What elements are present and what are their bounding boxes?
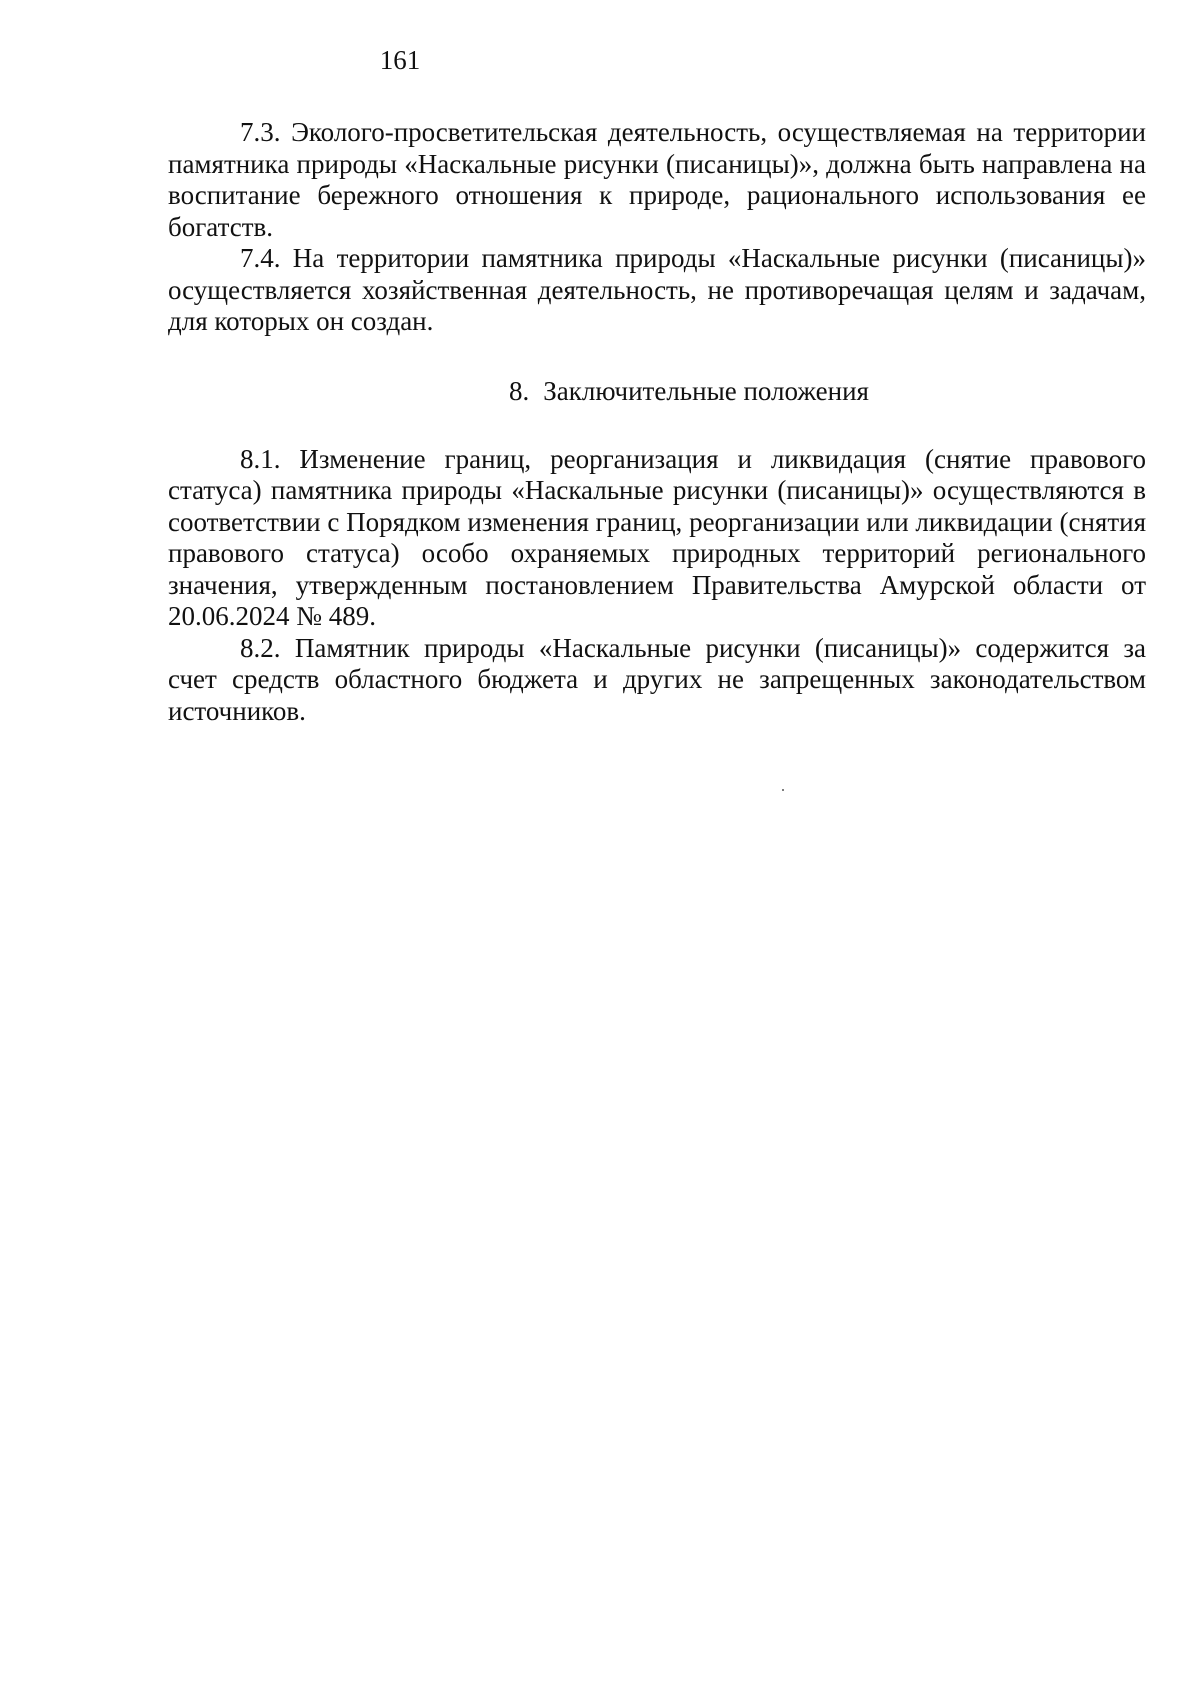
paragraph-8-2: 8.2. Памятник природы «Наскальные рисунки (писаницы)» содержится за счет средств областного бюджета и других не запрещенных законодательством источников. bbox=[168, 632, 1146, 726]
document-body bbox=[168, 117, 1146, 727]
section-8-number: 8. bbox=[509, 375, 530, 406]
page-number: 161 bbox=[379, 45, 421, 75]
paragraph-8-1: 8.1. Изменение границ, реорганизация и ликвидация (снятие правового статуса) памятника природы «Наскальные рисунки (писаницы)» осуществляются в соответствии с Порядком изменения границ, реорганизации или ликвидации (снятия правового статуса) особо охраняемых природных территорий регионального значения, утвержденным постановлением Правительства Амурской области от 20.06.2024 № 489. bbox=[168, 443, 1146, 631]
paragraph-7-4: 7.4. На территории памятника природы «Наскальные рисунки (писаницы)» осуществляется хозяйственная деятельность, не противоречащая целям и задачам, для которых он создан. bbox=[168, 243, 1146, 336]
paragraph-7-3: 7.3. Эколого-просветительская деятельность, осуществляемая на территории памятника природы «Наскальные рисунки (писаницы)», должна быть направлена на воспитание бережного отношения к природе, рационального использования ее богатств. bbox=[168, 117, 1146, 242]
section-8-heading bbox=[168, 375, 1146, 407]
scan-artifact-dot bbox=[782, 789, 784, 791]
section-8-title: Заключительные положения bbox=[543, 375, 869, 406]
